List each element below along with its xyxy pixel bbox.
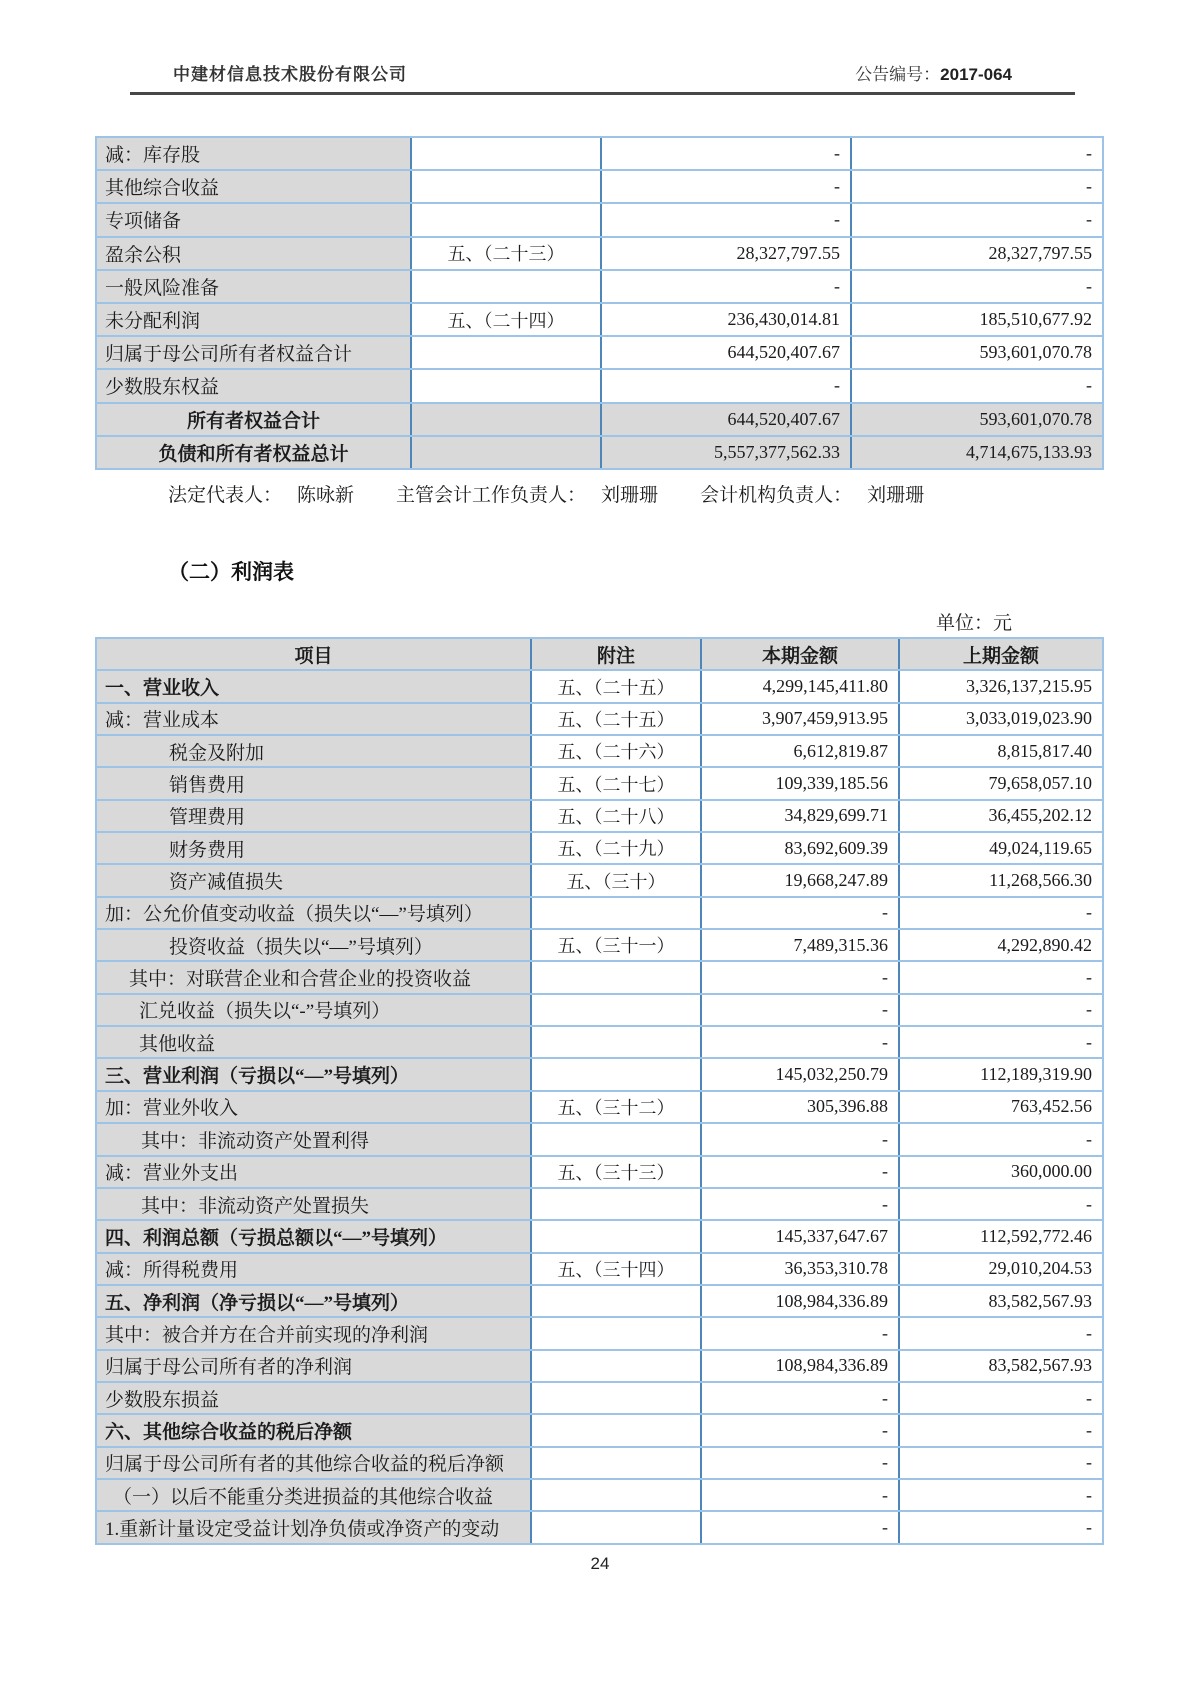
previous-amount-cell: - (1086, 1419, 1092, 1440)
table-row (97, 171, 1102, 204)
table-row (97, 801, 1102, 833)
previous-amount-cell: - (1086, 1484, 1092, 1505)
previous-amount-cell: 4,714,675,133.93 (852, 437, 1102, 468)
current-amount-cell: - (702, 1415, 900, 1445)
note-cell: 五、（三十二） (532, 1092, 702, 1122)
note-cell (412, 404, 602, 435)
table-row (97, 437, 1102, 470)
note-cell: 五、（二十五） (532, 671, 702, 701)
table-row (97, 1318, 1102, 1350)
item-label-cell: 归属于母公司所有者的净利润 (97, 1351, 532, 1381)
current-amount-cell: - (602, 370, 852, 401)
previous-amount-cell: 3,033,019,023.90 (966, 708, 1092, 729)
item-label-cell: 所有者权益合计 (97, 404, 412, 435)
table-row (97, 404, 1102, 437)
current-amount-cell: 145,032,250.79 (702, 1059, 900, 1089)
previous-amount-cell: - (1086, 375, 1092, 396)
previous-amount-cell: 83,582,567.93 (988, 1290, 1092, 1311)
previous-amount-cell: 8,815,817.40 (997, 740, 1092, 761)
previous-amount-cell: - (1086, 1322, 1092, 1343)
signatories-line (168, 480, 924, 507)
table-row (97, 1415, 1102, 1447)
previous-amount-cell: - (1086, 999, 1092, 1020)
table-row (97, 304, 1102, 337)
column-header-note: 附注 (532, 639, 702, 669)
note-cell (532, 1351, 702, 1381)
note-cell (412, 437, 602, 468)
previous-amount-cell: - (1086, 176, 1092, 197)
item-label-cell: 四、利润总额（亏损总额以“—”号填列） (97, 1221, 532, 1251)
accounting-head-label: 会计机构负责人： (700, 485, 853, 506)
item-label-cell: 加：营业外收入 (97, 1092, 532, 1122)
current-amount-cell: 109,339,185.56 (702, 768, 900, 798)
note-cell (412, 171, 602, 202)
note-cell (532, 1027, 702, 1057)
note-cell (412, 271, 602, 302)
note-cell: 五、（三十） (532, 865, 702, 895)
table-row (97, 1092, 1102, 1124)
item-label-cell: 未分配利润 (97, 304, 412, 335)
item-label-cell: 其他综合收益 (97, 171, 412, 202)
previous-amount-cell: 49,024,119.65 (989, 837, 1092, 858)
chief-accountant (396, 480, 658, 507)
current-amount-cell: 28,327,797.55 (602, 238, 852, 269)
table-row (97, 704, 1102, 736)
current-amount-cell: - (702, 962, 900, 992)
current-amount-cell: - (702, 1124, 900, 1154)
item-label-cell: 一般风险准备 (97, 271, 412, 302)
current-amount-cell: 108,984,336.89 (702, 1351, 900, 1381)
previous-amount-cell: - (1086, 1387, 1092, 1408)
note-cell (412, 204, 602, 235)
previous-amount-cell: 3,326,137,215.95 (966, 676, 1092, 697)
table-row (97, 833, 1102, 865)
item-label-cell: 其他收益 (97, 1027, 532, 1057)
note-cell (532, 1512, 702, 1542)
previous-amount-cell: 29,010,204.53 (988, 1258, 1092, 1279)
item-label-cell: 其中：非流动资产处置损失 (97, 1189, 532, 1219)
previous-amount-cell: - (1086, 902, 1092, 923)
note-cell: 五、（二十三） (412, 238, 602, 269)
note-cell (532, 1480, 702, 1510)
current-amount-cell: - (702, 1383, 900, 1413)
previous-amount-cell: 79,658,057.10 (988, 773, 1092, 794)
notice-value: 2017-064 (940, 65, 1012, 84)
previous-amount-cell: - (1086, 967, 1092, 988)
note-cell (532, 1383, 702, 1413)
previous-amount-cell: 763,452.56 (1011, 1096, 1092, 1117)
note-cell (532, 1059, 702, 1089)
item-label-cell: 投资收益（损失以“—”号填列） (97, 930, 532, 960)
current-amount-cell: - (702, 1512, 900, 1542)
note-cell: 五、（三十三） (532, 1157, 702, 1187)
item-label-cell: 三、营业利润（亏损以“—”号填列） (97, 1059, 532, 1089)
item-label-cell: 少数股东权益 (97, 370, 412, 401)
table-row (97, 337, 1102, 370)
table-row (97, 898, 1102, 930)
item-label-cell: 销售费用 (97, 768, 532, 798)
item-label-cell: 其中：被合并方在合并前实现的净利润 (97, 1318, 532, 1348)
balance-sheet-table (95, 136, 1104, 470)
item-label-cell: 盈余公积 (97, 238, 412, 269)
note-cell (532, 1221, 702, 1251)
table-row (97, 204, 1102, 237)
current-amount-cell: 5,557,377,562.33 (602, 437, 852, 468)
item-label-cell: 资产减值损失 (97, 865, 532, 895)
table-row (97, 671, 1102, 703)
current-amount-cell: 36,353,310.78 (702, 1254, 900, 1284)
table-row (97, 1221, 1102, 1253)
previous-amount-cell: 593,601,070.78 (979, 342, 1092, 363)
previous-amount-cell: 4,292,890.42 (997, 934, 1092, 955)
table-row (97, 138, 1102, 171)
current-amount-cell: 83,692,609.39 (702, 833, 900, 863)
accounting-head (700, 480, 924, 507)
notice-number (855, 60, 1012, 85)
item-label-cell: 其中：非流动资产处置利得 (97, 1124, 532, 1154)
table-row (97, 865, 1102, 897)
unit-label: 单位：元 (935, 613, 1012, 634)
note-cell: 五、（二十八） (532, 801, 702, 831)
previous-amount-cell: - (1086, 275, 1092, 296)
note-cell (532, 1286, 702, 1316)
item-label-cell: 负债和所有者权益总计 (97, 437, 412, 468)
note-cell: 五、（二十七） (532, 768, 702, 798)
table-row (97, 736, 1102, 768)
current-amount-cell: - (602, 138, 852, 169)
legal-representative (168, 480, 354, 507)
chief-accountant-name: 刘珊珊 (601, 485, 659, 506)
note-cell: 五、（二十四） (412, 304, 602, 335)
chief-accountant-label: 主管会计工作负责人： (396, 485, 587, 506)
item-label-cell: 归属于母公司所有者权益合计 (97, 337, 412, 368)
table-row (97, 768, 1102, 800)
note-cell (532, 1124, 702, 1154)
column-header-current-amount: 本期金额 (702, 639, 900, 669)
income-statement-table (95, 637, 1104, 1545)
current-amount-cell: - (702, 1027, 900, 1057)
item-label-cell: 减：营业外支出 (97, 1157, 532, 1187)
legal-representative-label: 法定代表人： (168, 485, 283, 506)
section-title: （二）利润表 (168, 560, 294, 584)
accounting-head-name: 刘珊珊 (867, 485, 925, 506)
note-cell (532, 1415, 702, 1445)
table-row (97, 238, 1102, 271)
current-amount-cell: 644,520,407.67 (602, 404, 852, 435)
item-label-cell: 汇兑收益（损失以“-”号填列） (97, 995, 532, 1025)
previous-amount-cell: - (1086, 143, 1092, 164)
note-cell (532, 1318, 702, 1348)
table-row (97, 1027, 1102, 1059)
table-row (97, 271, 1102, 304)
current-amount-cell: 145,337,647.67 (702, 1221, 900, 1251)
note-cell (412, 138, 602, 169)
page-number: 24 (590, 1554, 610, 1573)
previous-amount-cell: - (1086, 1516, 1092, 1537)
note-cell (532, 962, 702, 992)
item-label-cell: 六、其他综合收益的税后净额 (97, 1415, 532, 1445)
previous-amount-cell: 112,592,772.46 (980, 1225, 1092, 1246)
note-cell (412, 337, 602, 368)
table-row (97, 1512, 1102, 1544)
current-amount-cell: 4,299,145,411.80 (702, 671, 900, 701)
item-label-cell: 少数股东损益 (97, 1383, 532, 1413)
note-cell (532, 1448, 702, 1478)
notice-label: 公告编号： (855, 65, 941, 84)
note-cell (532, 898, 702, 928)
note-cell: 五、（二十九） (532, 833, 702, 863)
current-amount-cell: - (702, 1448, 900, 1478)
current-amount-cell: - (702, 1157, 900, 1187)
item-label-cell: 减：库存股 (97, 138, 412, 169)
current-amount-cell: - (602, 171, 852, 202)
current-amount-cell: - (602, 271, 852, 302)
previous-amount-cell: - (1086, 1452, 1092, 1473)
header-rule (130, 92, 1075, 95)
table-row (97, 930, 1102, 962)
table-row (97, 1254, 1102, 1286)
item-label-cell: 其中：对联营企业和合营企业的投资收益 (97, 962, 532, 992)
current-amount-cell: - (702, 995, 900, 1025)
table-row (97, 1189, 1102, 1221)
item-label-cell: 一、营业收入 (97, 671, 532, 701)
note-cell: 五、（三十一） (532, 930, 702, 960)
current-amount-cell: - (702, 1480, 900, 1510)
current-amount-cell: 108,984,336.89 (702, 1286, 900, 1316)
previous-amount-cell: 185,510,677.92 (979, 309, 1092, 330)
column-header-previous-amount: 上期金额 (900, 639, 1102, 669)
table-row (97, 1157, 1102, 1189)
previous-amount-cell: 593,601,070.78 (852, 404, 1102, 435)
current-amount-cell: 236,430,014.81 (602, 304, 852, 335)
table-row (97, 1480, 1102, 1512)
previous-amount-cell: - (1086, 1193, 1092, 1214)
current-amount-cell: 3,907,459,913.95 (702, 704, 900, 734)
column-header-item: 项目 (97, 639, 532, 669)
note-cell (532, 995, 702, 1025)
current-amount-cell: 19,668,247.89 (702, 865, 900, 895)
current-amount-cell: 6,612,819.87 (702, 736, 900, 766)
previous-amount-cell: - (1086, 209, 1092, 230)
table-row (97, 1124, 1102, 1156)
previous-amount-cell: - (1086, 1031, 1092, 1052)
note-cell: 五、（二十六） (532, 736, 702, 766)
note-cell: 五、（二十五） (532, 704, 702, 734)
item-label-cell: 财务费用 (97, 833, 532, 863)
table-row (97, 1448, 1102, 1480)
previous-amount-cell: 28,327,797.55 (988, 242, 1092, 263)
previous-amount-cell: 112,189,319.90 (980, 1064, 1092, 1085)
previous-amount-cell: 83,582,567.93 (988, 1355, 1092, 1376)
current-amount-cell: - (702, 1318, 900, 1348)
item-label-cell: 专项储备 (97, 204, 412, 235)
previous-amount-cell: - (1086, 1128, 1092, 1149)
current-amount-cell: 7,489,315.36 (702, 930, 900, 960)
company-name: 中建材信息技术股份有限公司 (173, 65, 407, 84)
note-cell: 五、（三十四） (532, 1254, 702, 1284)
current-amount-cell: - (602, 204, 852, 235)
current-amount-cell: 34,829,699.71 (702, 801, 900, 831)
income-statement-header-row (97, 639, 1102, 671)
previous-amount-cell: 36,455,202.12 (988, 805, 1092, 826)
current-amount-cell: - (702, 898, 900, 928)
item-label-cell: 减：所得税费用 (97, 1254, 532, 1284)
item-label-cell: 管理费用 (97, 801, 532, 831)
note-cell (412, 370, 602, 401)
table-row (97, 962, 1102, 994)
previous-amount-cell: 360,000.00 (1011, 1161, 1092, 1182)
item-label-cell: 五、净利润（净亏损以“—”号填列） (97, 1286, 532, 1316)
item-label-cell: 1.重新计量设定受益计划净负债或净资产的变动 (97, 1512, 532, 1542)
note-cell (532, 1189, 702, 1219)
current-amount-cell: 644,520,407.67 (602, 337, 852, 368)
current-amount-cell: - (702, 1189, 900, 1219)
item-label-cell: 加：公允价值变动收益（损失以“—”号填列） (97, 898, 532, 928)
table-row (97, 1286, 1102, 1318)
table-row (97, 370, 1102, 403)
item-label-cell: 减：营业成本 (97, 704, 532, 734)
current-amount-cell: 305,396.88 (702, 1092, 900, 1122)
table-row (97, 1059, 1102, 1091)
table-row (97, 995, 1102, 1027)
item-label-cell: （一）以后不能重分类进损益的其他综合收益 (97, 1480, 532, 1510)
legal-representative-name: 陈咏新 (297, 485, 355, 506)
table-row (97, 1383, 1102, 1415)
previous-amount-cell: 11,268,566.30 (989, 870, 1092, 891)
item-label-cell: 归属于母公司所有者的其他综合收益的税后净额 (97, 1448, 532, 1478)
table-row (97, 1351, 1102, 1383)
item-label-cell: 税金及附加 (97, 736, 532, 766)
